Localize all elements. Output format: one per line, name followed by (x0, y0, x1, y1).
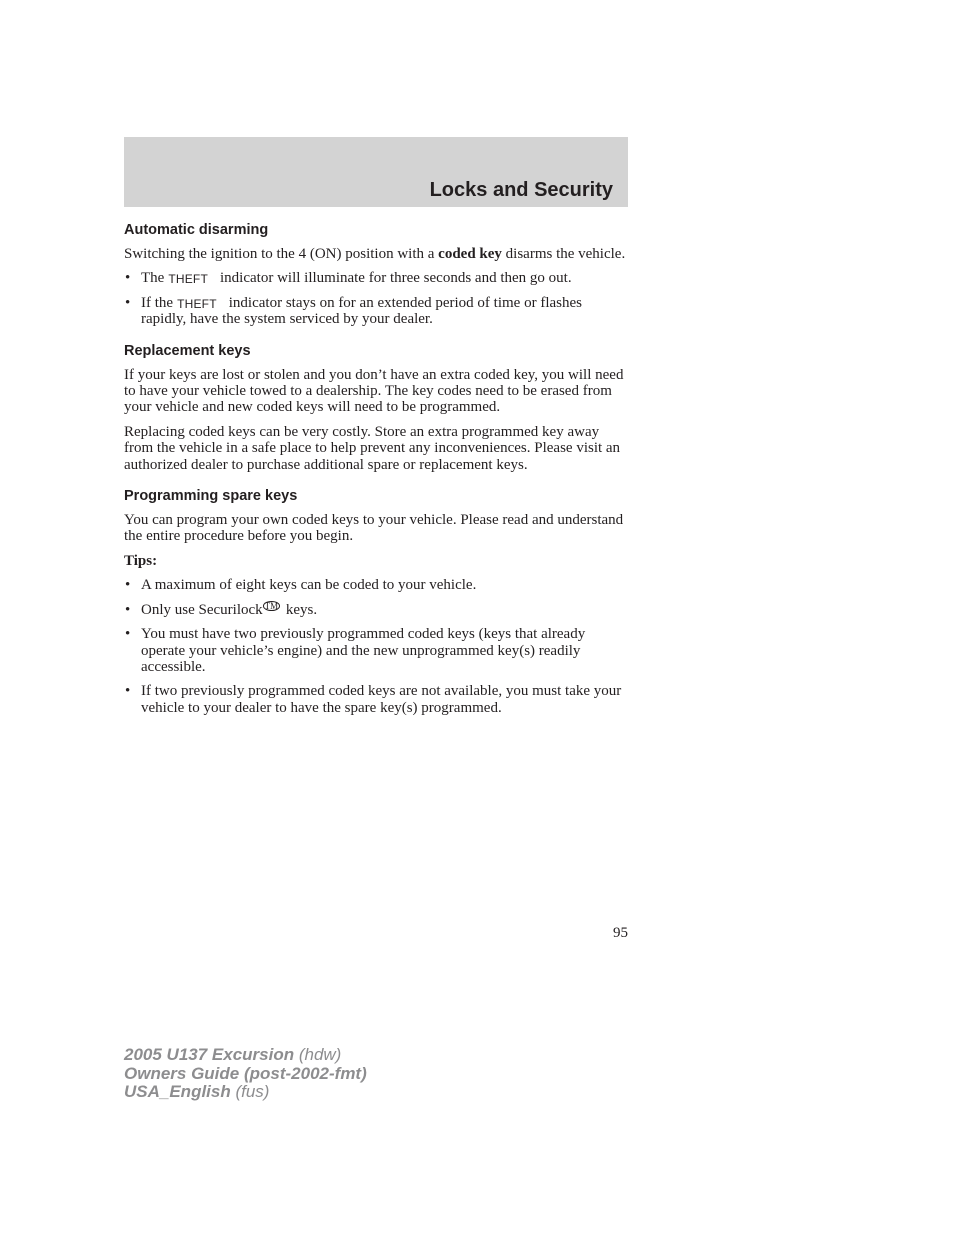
footer-line-3 (124, 1083, 367, 1102)
bullet-text-pre: The (141, 270, 165, 287)
trademark-icon: TM (264, 600, 279, 611)
bullet-icon: • (125, 270, 131, 287)
bullet-icon: • (125, 577, 131, 594)
paragraph-auto-disarm-intro (124, 246, 628, 262)
footer-language: USA_English (124, 1082, 231, 1101)
heading-replacement-keys: Replacement keys (124, 342, 251, 359)
footer-line-1 (124, 1046, 367, 1065)
bullet-text-post: indicator will illuminate for three seconds and then go out. (220, 270, 572, 287)
footer-guide: Owners Guide (post-2002-fmt) (124, 1063, 367, 1083)
tip-text: If two previously programmed coded keys are not available, you must take your vehicle to your dealer to have the spare key(s) programmed. (141, 683, 622, 716)
paragraph-programming-intro: You can program your own coded keys to your vehicle. Please read and understand the entire procedure before you begin. (124, 512, 624, 545)
tip-text: A maximum of eight keys can be coded to your vehicle. (141, 577, 477, 594)
theft-indicator-icon: THEFT (168, 272, 208, 287)
intro-text-pre: Switching the ignition to the 4 (ON) position with a (124, 246, 439, 262)
main-content (124, 221, 628, 724)
section-header-band (124, 137, 628, 207)
bullet-icon: • (125, 683, 131, 700)
list-item (124, 295, 628, 328)
list-item (124, 683, 628, 716)
theft-indicator-icon: THEFT (177, 296, 217, 311)
coded-key-emphasis: coded key (438, 246, 502, 262)
list-item (124, 270, 628, 286)
heading-automatic-disarming: Automatic disarming (124, 222, 269, 238)
bullet-text-pre: If the (141, 294, 174, 311)
bullet-icon: • (125, 626, 131, 643)
tip-text-post: keys. (282, 601, 318, 618)
intro-text-post: disarms the vehicle. (501, 246, 626, 262)
document-footer (124, 1046, 367, 1102)
page-title: Locks and Security (429, 179, 613, 201)
footer-model: 2005 U137 Excursion (124, 1045, 295, 1064)
paragraph-replacement-2: Replacing coded keys can be very costly. Store an extra programmed key away from the vehicle in a safe place to help prevent any inconveniences. Please visit an authorized dealer to purchase additional spare or replacement keys. (124, 423, 621, 473)
list-item (124, 577, 628, 593)
tips-bullets (124, 577, 628, 716)
bullet-text-post: indicator stays on for an extended period of time or flashes rapidly, have the system serviced by your dealer. (141, 294, 582, 328)
footer-language-code: (fus) (230, 1082, 270, 1101)
list-item (124, 626, 628, 675)
auto-disarm-bullets (124, 270, 628, 327)
paragraph-replacement-1: If your keys are lost or stolen and you don’t have an extra coded key, you will need to have your vehicle towed to a dealership. The key codes need to be erased from your vehicle and new coded keys will need to be programmed. (124, 366, 624, 416)
footer-model-code: (hdw) (294, 1045, 342, 1064)
tips-label: Tips: (124, 552, 158, 569)
bullet-icon: • (125, 294, 131, 311)
list-item (124, 602, 628, 618)
tip-text-pre: Only use Securilock (141, 601, 263, 618)
footer-line-2 (124, 1065, 367, 1084)
page-number: 95 (613, 925, 628, 941)
heading-programming-spare-keys: Programming spare keys (124, 488, 298, 505)
tip-text: You must have two previously programmed coded keys (keys that already operate your vehicle’s engine) and the new unprogrammed key(s) readily accessible. (141, 626, 586, 675)
bullet-icon: • (125, 601, 131, 618)
